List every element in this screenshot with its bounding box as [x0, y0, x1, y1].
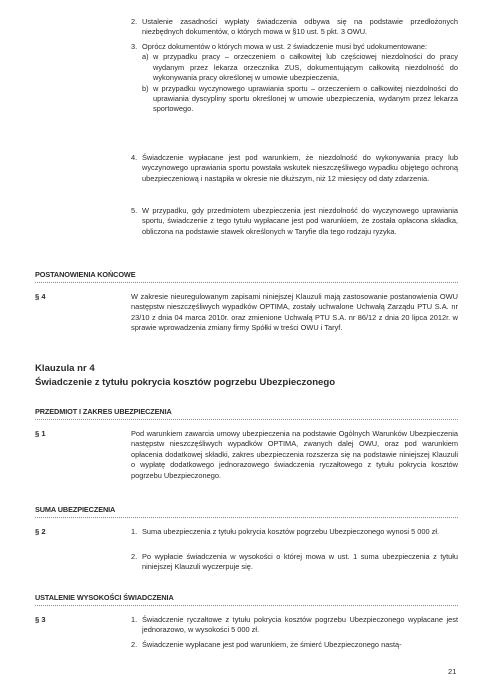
item-number: 2. [131, 17, 138, 26]
sub-item-text: w przypadku pracy – orzeczeniem o całkowitej lub częściowej niezdolności do pracy wydanym przez lekarza orzecznika ZUS, dokumentującym całkowitą niezdolność do wykonywania pracy określonej w umowie ubezpieczenia, [153, 52, 458, 83]
item-text: Świadczenie wypłacane jest pod warunkiem, że niezdolność do wykonywania pracy lub wyczynowego uprawiania sportu powstała wskutek nieszczęśliwego wypadku objętego ochroną ubezpieczeniową i nastąpiła w okresie nie dłuższym, niż 12 miesięcy od daty zdarzenia. [142, 153, 458, 183]
item-text: Świadczenie wypłacane jest pod warunkiem, że śmierć Ubezpieczonego nastą- [142, 640, 402, 649]
list-item [131, 527, 458, 537]
item-text: W przypadku, gdy przedmiotem ubezpieczenia jest niezdolność do wyczynowego uprawiania sportu, świadczenie z tego tytułu wypłacane jest pod warunkiem, że została opłacona składka, obliczona na podstawie stawek określonych w Taryfie dla tego rodzaju ryzyka. [142, 206, 458, 236]
paragraph-number: § 4 [35, 292, 46, 301]
clause-subtitle: Świadczenie z tytułu pokrycia kosztów pogrzebu Ubezpieczonego [35, 377, 336, 388]
list-item [131, 153, 458, 184]
paragraph-number: § 3 [35, 615, 46, 624]
section-divider [35, 419, 458, 420]
item-number: 1. [131, 615, 138, 624]
sub-item-label: b) [142, 83, 149, 93]
list-item [131, 552, 458, 573]
paragraph-text: W zakresie nieuregulowanym zapisami niniejszej Klauzuli mają zastosowanie postanowienia OWU następstw nieszczęśliwych wypadków OPTIMA, zostały uchwalone Uchwałą Zarządu PTU S.A. nr 23/10 z dnia 04 marca 2010r. oraz zmienione Uchwałą PTU S.A. nr 86/12 z dnia 20 lipca 2012r. w sprawie wprowadzenia zmiany firmy Spółki w treści OWU i Taryf. [131, 292, 458, 333]
sub-item [142, 84, 458, 115]
item-number: 1. [131, 527, 138, 536]
section-divider [35, 605, 458, 606]
sub-item-label: a) [142, 52, 149, 62]
list-item [131, 42, 458, 115]
section-heading: SUMA UBEZPIECZENIA [35, 505, 116, 514]
item-number: 2. [131, 552, 138, 561]
section-heading: USTALENIE WYSOKOŚCI ŚWIADCZENIA [35, 593, 174, 602]
list-item [131, 640, 458, 650]
list-item [131, 206, 458, 237]
section-heading: PRZEDMIOT I ZAKRES UBEZPIECZENIA [35, 407, 172, 416]
list-item [131, 615, 458, 636]
paragraph-number: § 1 [35, 429, 46, 438]
item-text: Oprócz dokumentów o których mowa w ust. 2 świadczenie musi być udokumentowane: [142, 42, 428, 51]
paragraph-text: Pod warunkiem zawarcia umowy ubezpieczenia na podstawie Ogólnych Warunków Ubezpieczenia następstw nieszczęśliwych wypadków OPTIMA, zwanych dalej OWU, oraz pod warunkiem opłacenia dodatkowej składki, zakres ubezpieczenia rozszerza się na podstawie niniejszej Klauzuli o wypłatę dodatkowego jednorazowego świadczenia ryczałtowego z tytułu pokrycia kosztów pogrzebu Ubezpieczonego. [131, 429, 458, 480]
sub-item-text: w przypadku wyczynowego uprawiania sportu – orzeczeniem o całkowitej niezdolności do uprawiania dyscypliny sportu określonej w umowie ubezpieczenia, wydanym przez lekarza sportowego. [153, 83, 458, 114]
item-text: Ustalenie zasadności wypłaty świadczenia odbywa się na podstawie przedłożonych niezbędnych dokumentów, o których mowa w §10 ust. 5 pkt. 3 OWU. [142, 17, 458, 37]
item-text: Świadczenie ryczałtowe z tytułu pokrycia kosztów pogrzebu Ubezpieczonego wypłacane jest jednorazowo, w wysokości 5 000 zł. [142, 615, 458, 635]
item-number: 5. [131, 206, 138, 215]
section-heading: POSTANOWIENIA KOŃCOWE [35, 270, 136, 279]
page-number: 21 [448, 667, 457, 676]
item-number: 3. [131, 42, 138, 51]
item-number: 4. [131, 153, 138, 162]
paragraph-number: § 2 [35, 527, 46, 536]
item-text: Suma ubezpieczenia z tytułu pokrycia kosztów pogrzebu Ubezpieczonego wynosi 5 000 zł. [142, 527, 440, 536]
list-item [131, 17, 458, 38]
item-text: Po wypłacie świadczenia w wysokości o której mowa w ust. 1 suma ubezpieczenia z tytułu niniejszej Klauzuli wyczerpuje się. [142, 552, 458, 572]
sub-item [142, 52, 458, 83]
section-divider [35, 282, 458, 283]
clause-title: Klauzula nr 4 [35, 363, 95, 374]
section-divider [35, 517, 458, 518]
item-number: 2. [131, 640, 138, 649]
